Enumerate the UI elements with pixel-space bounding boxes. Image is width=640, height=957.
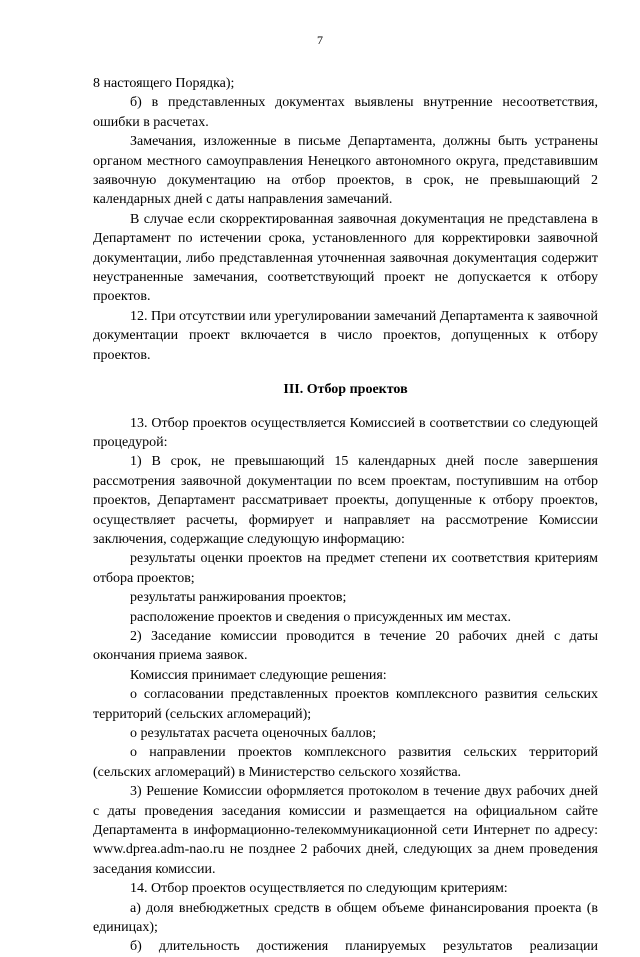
page-number: 7 [317, 33, 323, 47]
paragraph-p-14-b: б) длительность достижения планируемых результатов реализации [130, 939, 598, 955]
paragraph-p-13-2-d: о направлении проектов комплексного развития сельских территорий (сельских агломераций) в Министерство сельского хозяйства. [93, 745, 598, 780]
paragraph-p-12: 12. При отсутствии или урегулировании замечаний Департамента к заявочной документации проект включается в число проектов, допущенных к отбору проектов. [93, 308, 598, 363]
document-body [93, 74, 598, 957]
paragraph-p-13-2-c: о результатах расчета оценочных баллов; [130, 726, 377, 741]
paragraph-p-b: б) в представленных документах выявлены внутренние несоответствия, ошибки в расчетах. [93, 95, 598, 130]
paragraph-p-13-1: 1) В срок, не превышающий 15 календарных дней после завершения рассмотрения заявочной документации по всем проектам, поступившим на отбор проектов, Департамент рассматривает проекты, допущенные к отбору проектов, осуществляет расчеты, формирует и направляет на рассмотрение Комиссии заключения, содержащие следующую информацию: [93, 454, 598, 547]
paragraph-p-13-1-c: расположение проектов и сведения о присужденных им местах. [130, 609, 512, 625]
paragraph-p-13-2-b: о согласовании представленных проектов комплексного развития сельских территорий (сельских агломераций); [93, 687, 598, 722]
paragraph-p-13-2-a: Комиссия принимает следующие решения: [130, 667, 387, 683]
paragraph-p-cont: 8 настоящего Порядка); [93, 76, 235, 91]
paragraph-p-13-1-b: результаты ранжирования проектов; [130, 590, 347, 606]
paragraph-p-remarks: Замечания, изложенные в письме Департамента, должны быть устранены органом местного самоуправления Ненецкого автономного округа, представившим заявочную документацию на отбор проектов, в срок, не превышающий 2 календарных дней с даты направления замечаний. [93, 134, 598, 208]
paragraph-p-13-1-a: результаты оценки проектов на предмет степени их соответствия критериям отбора проектов; [93, 551, 598, 586]
paragraph-p-13: 13. Отбор проектов осуществляется Комиссией в соответствии со следующей процедурой: [93, 415, 598, 450]
paragraphs-before [93, 74, 598, 365]
paragraph-p-14: 14. Отбор проектов осуществляется по следующим критериям: [130, 881, 508, 897]
paragraphs-after [93, 414, 598, 957]
paragraph-p-13-2: 2) Заседание комиссии проводится в течение 20 рабочих дней с даты окончания приема заявок. [93, 628, 598, 664]
paragraph-p-14-a: а) доля внебюджетных средств в общем объеме финансирования проекта (в единицах); [93, 900, 598, 936]
paragraph-p-13-3: 3) Решение Комиссии оформляется протоколом в течение двух рабочих дней с даты проведения заседания комиссии и размещается на официальном сайте Департамента в информационно-телекоммуникационной сети Интернет по адресу: www.dprea.adm-nao.ru не позднее 2 рабочих дней, следующих за днем проведения заседания комиссии. [93, 784, 598, 877]
paragraph-p-case: В случае если скорректированная заявочная документация не представлена в Департамент по истечении срока, установленного для корректировки заявочной документации, либо представленная уточненная заявочная документация содержит неустраненные замечания, соответствующий проект не допускается к отбору проектов. [93, 211, 598, 305]
section-heading: III. Отбор проектов [283, 382, 408, 398]
